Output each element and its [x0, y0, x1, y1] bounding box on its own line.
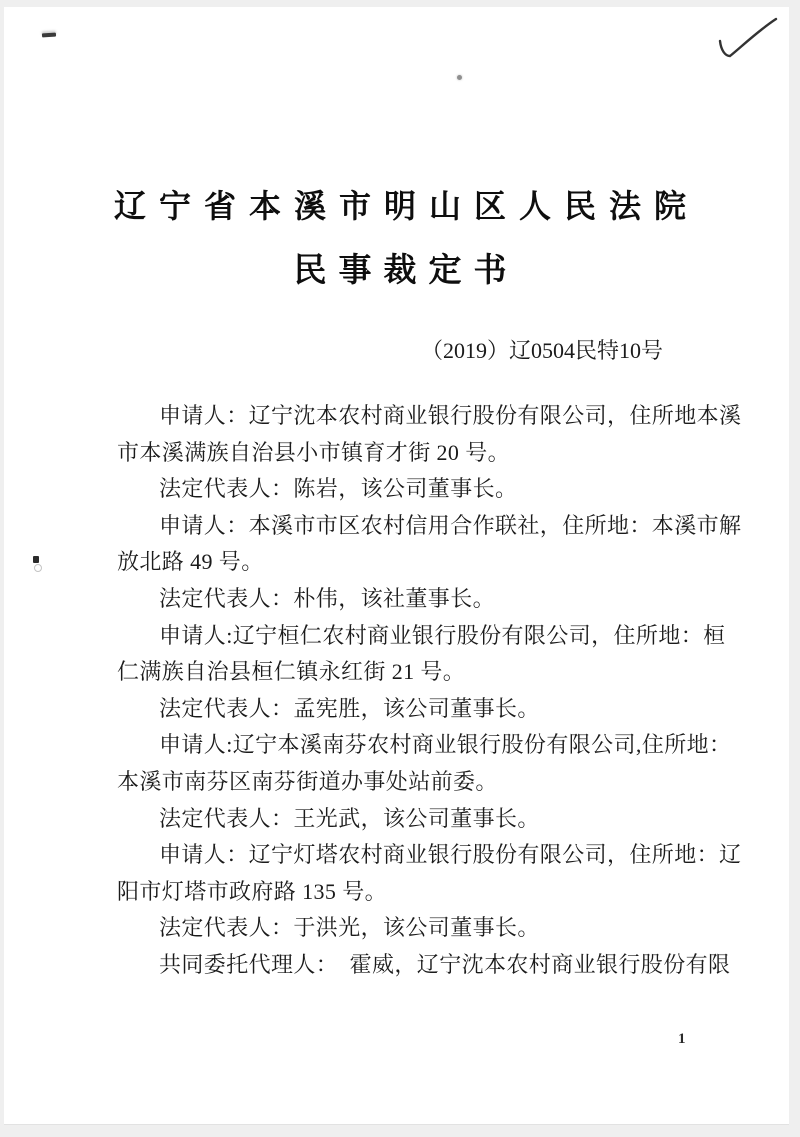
scan-speck-icon [457, 75, 462, 80]
ink-dot-mark [33, 556, 39, 563]
body-line: 共同委托代理人： 霍威，辽宁沈本农村商业银行股份有限 [159, 951, 731, 977]
body-line: 本溪市南芬区南芬街道办事处站前委。 [117, 768, 498, 794]
document-type-title: 民事裁定书 [293, 253, 519, 289]
body-line: 申请人：本溪市市区农村信用合作联社，住所地：本溪市解 [159, 512, 742, 538]
body-line: 法定代表人：王光武，该公司董事长。 [159, 805, 540, 831]
body-line: 仁满族自治县桓仁镇永红街 21 号。 [117, 659, 466, 685]
ink-dot-ring [34, 564, 42, 572]
body-line: 阳市灯塔市政府路 135 号。 [117, 878, 388, 904]
body-line: 法定代表人：于洪光，该公司董事长。 [159, 915, 540, 941]
body-line: 市本溪满族自治县小市镇育才街 20 号。 [117, 439, 511, 465]
body-line: 申请人:辽宁桓仁农村商业银行股份有限公司，住所地：桓 [159, 622, 726, 648]
document-body [117, 398, 742, 984]
body-line: 申请人：辽宁沈本农村商业银行股份有限公司，住所地本溪 [159, 403, 742, 428]
body-line: 法定代表人：陈岩，该公司董事长。 [159, 476, 518, 502]
body-line: 申请人:辽宁本溪南芬农村商业银行股份有限公司,住所地： [159, 732, 732, 758]
body-line: 申请人：辽宁灯塔农村商业银行股份有限公司，住所地：辽 [159, 842, 742, 868]
case-number: （2019）辽0504民特10号 [420, 338, 663, 363]
court-name-title: 辽宁省本溪市明山区人民法院 [113, 188, 699, 224]
handwritten-checkmark-icon [712, 13, 784, 63]
body-line: 放北路 49 号。 [117, 549, 264, 575]
body-line: 法定代表人：朴伟，该社董事长。 [159, 585, 496, 611]
body-line: 法定代表人：孟宪胜，该公司董事长。 [159, 695, 540, 721]
page-number: 1 [678, 1031, 686, 1047]
